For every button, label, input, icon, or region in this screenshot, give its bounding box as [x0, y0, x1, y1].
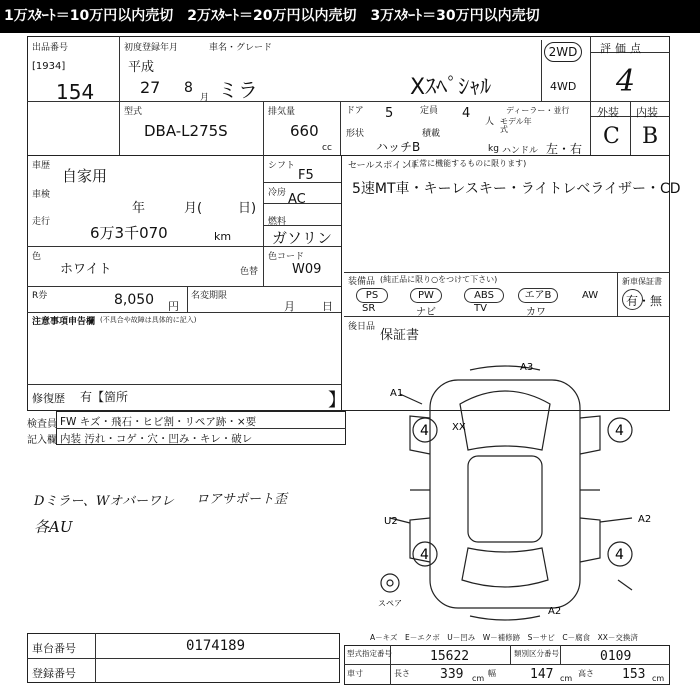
inspector-row2-label: 記入欄 [27, 435, 57, 446]
car-grade: Xｽﾍﾟｼｬﾙ [410, 75, 492, 100]
inspection-label: 車検 [32, 190, 51, 200]
shape-value: ハッチB [376, 140, 421, 154]
handwritten-note-1: Dミラー、Wオバーワレ [34, 494, 175, 509]
category-value: 0109 [600, 649, 632, 664]
width-label: 幅 [488, 669, 496, 678]
steering-label: ハンドル [502, 146, 539, 156]
ac-label: 冷房 [268, 188, 287, 198]
car-name-label: 車名・グレード [209, 43, 273, 53]
equipment-abs: ABS [464, 288, 504, 303]
recycle-unit: 円 [168, 300, 179, 313]
registration-month: 8 [184, 80, 193, 96]
score-value: 4 [616, 64, 636, 99]
mark-a2-right: A2 [638, 514, 652, 525]
name-change-day: 日 [322, 300, 333, 313]
equipment-aw: AW [582, 290, 599, 301]
lot-number-label: 出品番号 [32, 43, 69, 53]
fuel-value: ガソリン [272, 229, 333, 247]
model-value: DBA-L275S [144, 122, 228, 140]
exterior-label: 外装 [597, 106, 619, 119]
register-no-label: 登録番号 [32, 667, 76, 680]
warranty-circle [622, 289, 643, 310]
car-name: ミラ [218, 78, 258, 102]
ac-value: AC [288, 192, 306, 207]
lot-code: [1934] [32, 61, 66, 72]
color-value: ホワイト [60, 262, 112, 277]
mileage-unit: km [214, 230, 232, 243]
inspector-label: 検査員 [27, 419, 57, 430]
displacement-label: 排気量 [268, 107, 296, 117]
category-label: 類別区分番号 [514, 649, 559, 658]
mark-score-rr: 4 [615, 547, 624, 563]
after-fit-label: 後日品 [348, 322, 376, 332]
handwritten-note-3: 各AU [34, 518, 73, 536]
equipment-pw: PW [410, 288, 442, 303]
usage-label: 車歴 [32, 161, 51, 171]
drive-4wd: 4WD [550, 80, 577, 93]
equipment-ps: PS [356, 288, 388, 303]
length-value: 339 [440, 667, 464, 682]
mark-score-fl: 4 [420, 423, 429, 439]
exterior-grade: C [603, 124, 620, 149]
height-label: 高さ [578, 669, 594, 678]
doors-label: ドア [346, 106, 364, 116]
inspector-row2: 内装 汚れ・コゲ・穴・凹み・キレ・破レ [60, 433, 253, 445]
drive-2wd: 2WD [544, 42, 582, 62]
equipment-label: 装備品 [348, 277, 376, 287]
equipment-sr: SR [362, 303, 376, 314]
month-unit: 月 [200, 93, 210, 103]
repair-history-value: 有【箇所 [80, 390, 129, 404]
model-year-label: モデル年式 [500, 117, 532, 134]
inspection-year: 年 [132, 201, 146, 216]
color-code-label: 色コード [268, 252, 305, 262]
shift-value: F5 [298, 168, 314, 183]
capacity-value: 4 [462, 106, 471, 121]
recycle-label: R券 [32, 291, 48, 301]
designation-label: 型式指定番号 [347, 649, 392, 658]
load-unit: kg [488, 144, 499, 154]
mark-score-rl: 4 [420, 547, 429, 563]
width-value: 147 [530, 667, 554, 682]
notes-label: 注意事項申告欄 [32, 317, 96, 327]
interior-grade: B [642, 124, 659, 149]
capacity-unit: 人 [485, 117, 495, 127]
equipment-navi: ナビ [416, 307, 436, 318]
mileage-value: 6万3千070 [90, 224, 168, 242]
height-value: 153 [622, 667, 646, 682]
height-unit: cm [652, 674, 665, 683]
warranty-label: 新車保証書 [622, 277, 662, 286]
chassis-label: 車台番号 [32, 642, 76, 655]
equipment-sub: (純正品に限り○をつけて下さい) [380, 275, 498, 284]
steering-value: 左・右 [546, 142, 583, 156]
registration-label: 初度登録年月 [124, 43, 179, 53]
capacity-label: 定員 [420, 106, 439, 116]
equipment-leather: カワ [526, 307, 546, 318]
shape-label: 形状 [346, 129, 365, 139]
usage-value: 自家用 [62, 167, 108, 185]
dealer-label: ディーラー・並行 [506, 106, 570, 115]
recycle-value: 8,050 [114, 292, 155, 308]
shift-label: シフト [268, 161, 296, 171]
warranty-value: 有・無 [626, 294, 663, 308]
after-fit-value: 保証書 [380, 328, 420, 343]
spare-label: スペア [378, 599, 402, 608]
chassis-value: 0174189 [186, 638, 246, 654]
inspection-day: 日) [238, 201, 257, 216]
displacement-value: 660 [290, 122, 319, 140]
mark-xx: XX [452, 422, 466, 433]
fuel-label: 燃料 [268, 217, 287, 227]
mark-a3: A3 [520, 362, 534, 373]
designation-value: 15622 [430, 649, 470, 664]
interior-label: 内装 [636, 106, 658, 119]
registration-year: 27 [140, 78, 161, 97]
mark-a2-bottom: A2 [548, 606, 562, 617]
equipment-tv: TV [474, 303, 487, 314]
dimensions-label: 車寸 [347, 669, 363, 678]
notes-sub: (不具合や故障は具体的に記入) [100, 316, 197, 324]
bracket-close: 】 [328, 390, 346, 411]
lot-number: 154 [56, 80, 95, 104]
width-unit: cm [560, 674, 573, 683]
mileage-label: 走行 [32, 217, 51, 227]
mark-a1: A1 [390, 388, 404, 399]
model-label: 型式 [124, 107, 143, 117]
sales-point-label: セールスポイント [348, 161, 420, 171]
header-banner: 1万ｽﾀｰﾄ＝10万円以内売切 2万ｽﾀｰﾄ＝20万円以内売切 3万ｽﾀｰﾄ＝30万円以内売切 [0, 0, 700, 33]
color-label: 色 [32, 252, 42, 262]
color-change-label: 色替 [240, 267, 259, 277]
length-unit: cm [472, 674, 485, 683]
doors-value: 5 [385, 106, 394, 121]
name-change-month: 月 [284, 300, 295, 313]
inspection-month: 月( [184, 201, 203, 216]
mark-score-fr: 4 [615, 423, 624, 439]
length-label: 長さ [394, 669, 410, 678]
score-label: 評価点 [600, 42, 645, 55]
equipment-airbag: エアB [518, 288, 558, 303]
damage-legend: A－キズ E－エクボ U－凹み W－補修跡 S－サビ C－腐食 XX－交換済 [370, 633, 638, 642]
repair-history-label: 修復歴 [32, 392, 65, 405]
sales-point-sub: (正常に機能するものに限ります) [408, 159, 527, 168]
registration-era: 平成 [128, 60, 155, 75]
load-label: 積載 [422, 129, 441, 139]
mark-u2: U2 [384, 516, 398, 527]
inspector-row1: FW キズ・飛石・ヒビ割・リペア跡・×要 [60, 416, 257, 428]
car-damage-diagram [370, 358, 670, 626]
color-code-value: W09 [292, 262, 322, 277]
displacement-unit: cc [322, 143, 332, 153]
sales-point-text: 5速MT車・キーレスキー・ライトレベライザー・CD [352, 181, 681, 197]
name-change-label: 名変期限 [191, 291, 228, 301]
handwritten-note-2: ロアサポート歪 [196, 492, 288, 507]
